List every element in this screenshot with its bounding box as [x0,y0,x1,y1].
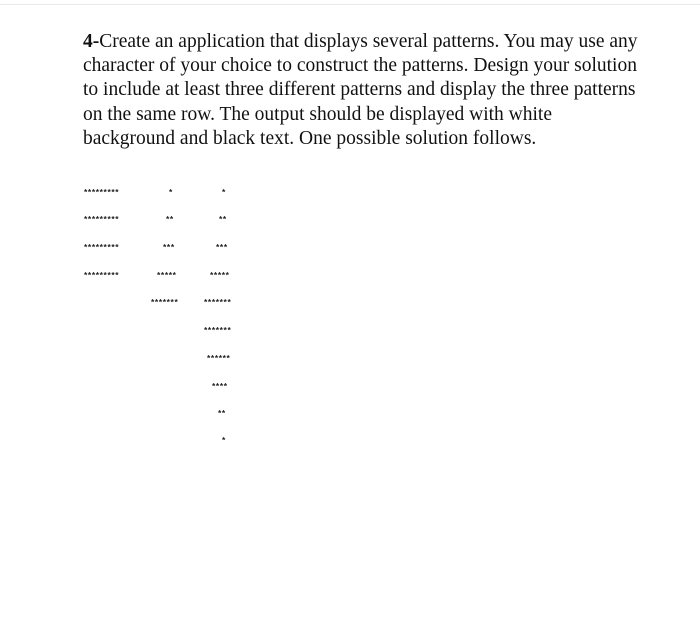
pattern3-row: * [222,187,226,197]
pattern3-row: *** [216,242,228,252]
pattern1-row: ********* [84,187,120,197]
question-text [83,30,643,151]
pattern3-row: ******* [204,325,232,335]
pattern3-row: ****** [207,353,231,363]
pattern2-row: ***** [157,270,177,280]
pattern2-row: ******* [151,297,179,307]
pattern3-row: ** [218,408,226,418]
question-body: Create an application that displays several patterns. You may use any character of your choice to construct the patterns. Design your solution to include at least three different patterns and display the three patterns on the same row. The output should be displayed with white background and black text. One possible solution follows. [83,31,638,149]
pattern3-row: ***** [210,270,230,280]
pattern2-row: * [169,187,173,197]
pattern3-row: ******* [204,297,232,307]
pattern3-row: ** [219,214,227,224]
pattern1-row: ********* [84,242,120,252]
pattern3-row: * [222,435,226,445]
question-number: 4- [83,31,100,52]
pattern1-row: ********* [84,214,120,224]
pattern2-row: ** [166,214,174,224]
pattern1-row: ********* [84,270,120,280]
pattern3-row: **** [212,381,228,391]
pattern2-row: *** [163,242,175,252]
top-divider [0,4,700,5]
